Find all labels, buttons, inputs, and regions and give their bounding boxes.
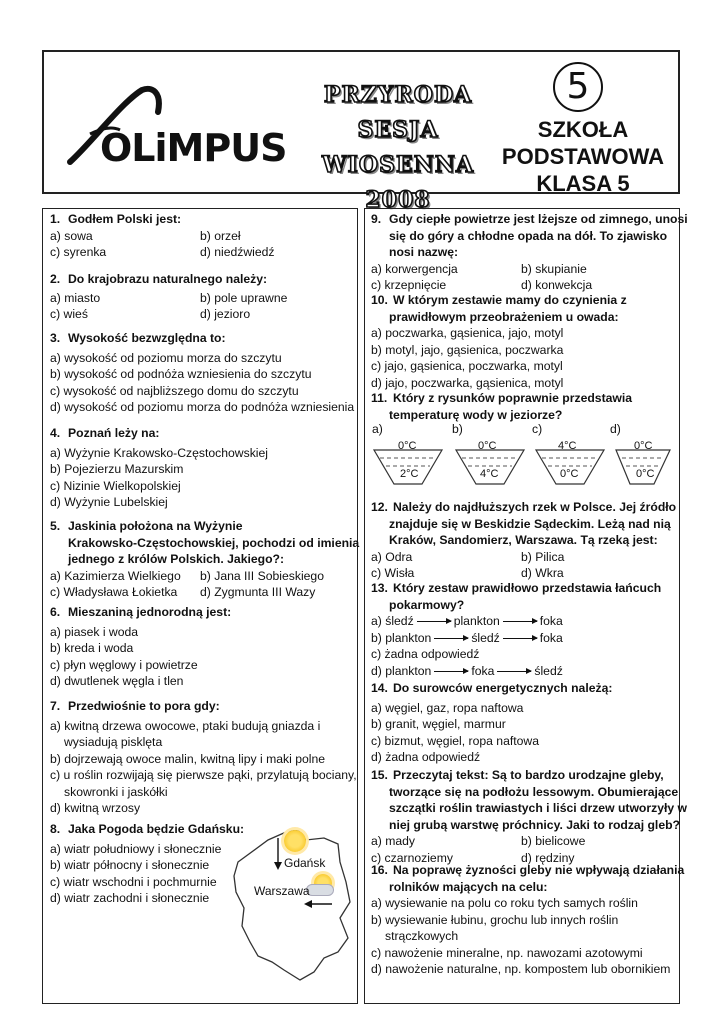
option-b[interactable]: b) orzeł [200,228,241,243]
question-text: się do góry a chłodne opada na dół. To zjawisko [389,228,668,243]
option-d[interactable]: d) Wyżynie Lubelskiej [50,495,168,509]
option-c[interactable]: c) Władysława Łokietka [50,585,178,599]
question-text: Jaka Pogoda będzie Gdańsku: [68,822,245,836]
option-b[interactable]: b) Pilica [521,549,565,564]
option-d[interactable]: d) kwitną wrzosy [50,801,141,815]
chain-item: b) plankton [371,630,432,645]
temp-top-b: 0°C [478,440,497,452]
city-gdansk: Gdańsk [284,856,326,870]
option-b[interactable]: b) motyl, jajo, gąsienica, poczwarka [371,342,564,357]
q-number: 12. [371,500,388,514]
option-a[interactable]: a) mady [371,834,416,848]
question-text: temperaturę wody w jeziorze? [389,407,563,422]
option-a[interactable]: a) Kazimierza Wielkiego [50,568,181,583]
q-number: 1. [50,212,61,226]
question-text: Do surowców energetycznych należą: [393,681,613,695]
question-text: Który z rysunków poprawnie przedstawia [393,391,633,405]
q-number: 6. [50,605,61,619]
question-text: znajduje się w Beskidzie Sądeckim. Leżą nad nią [389,516,671,531]
question-15 [371,767,687,866]
question-9 [371,211,688,294]
option-d[interactable]: d) wysokość od poziomu morza do podnóża wzniesienia [50,400,355,414]
option-a[interactable]: a) miasto [50,290,101,305]
temp-bottom-b: 4°C [480,468,499,480]
option-b[interactable]: b) Jana III Sobieskiego [200,568,324,583]
q-number: 8. [50,822,61,836]
diagram-label-d[interactable]: d) [610,422,621,436]
option-d[interactable]: d) jajo, poczwarka, gąsienica, motyl [371,375,564,390]
option-d[interactable]: d) konwekcja [521,278,593,292]
option-c[interactable]: c) bizmut, węgiel, ropa naftowa [371,733,539,748]
option-b[interactable]: b) wysokość od podnóża wzniesienia do szczytu [50,367,312,381]
question-text: szczątki roślin trawiastych i liści drzew utworzyły w [389,801,688,815]
question-text: Na poprawę żyzności gleby nie wpływają działania [393,863,685,877]
question-text: pokarmowy? [389,597,465,612]
option-a[interactable]: a) wysokość od poziomu morza do szczytu [50,350,282,365]
option-c[interactable]: c) wieś [50,307,88,321]
question-text: Do krajobrazu naturalnego należy: [68,272,268,286]
q-number: 14. [371,681,388,695]
question-text: Jaskinia położona na Wyżynie [68,519,243,533]
city-warszawa: Warszawa [254,884,310,898]
option-a[interactable]: a) wysiewanie na polu co roku tych samych roślin [371,896,638,910]
temp-bottom-c: 0°C [560,468,579,480]
option-a[interactable]: a) Odra [371,549,413,564]
option-b-continued: strączkowych [385,929,459,943]
option-c[interactable]: c) wysokość od najbliższego domu do szczytu [50,383,299,398]
lake-bowls-icon [372,422,672,496]
temp-bottom-a: 2°C [400,468,419,480]
question-13 [371,580,661,679]
chain-item: śledź [534,663,563,678]
question-text: Przedwiośnie to pora gdy: [68,699,220,713]
title-line: PRZYRODA [323,82,473,108]
arrow-right-icon [503,621,537,622]
question-6 [50,604,231,690]
title-line: 2008 [365,187,431,213]
question-text: nosi nazwę: [389,245,459,259]
question-11 [371,390,632,423]
question-text: Który zestaw prawidłowo przedstawia łańcuch [393,581,662,595]
temp-bottom-d: 0°C [636,468,655,480]
q-number: 9. [371,212,382,226]
question-text: Przeczytaj tekst: Są to bardzo urodzajne gleby, [393,768,664,782]
option-c[interactable]: c) wiatr wschodni i pochmurnie [50,874,217,889]
option-d[interactable]: d) niedźwiedź [200,245,275,259]
option-b[interactable]: b) Pojezierzu Mazurskim [50,462,184,476]
option-b[interactable]: b) dojrzewają owoce malin, kwitną lipy i maki polne [50,751,326,766]
question-5 [50,518,359,601]
chain-item: foka [471,663,495,678]
diagram-label-b[interactable]: b) [452,422,463,436]
option-a[interactable]: a) węgiel, gaz, ropa naftowa [371,700,524,715]
question-2 [50,271,350,323]
question-1 [50,211,350,261]
q-number: 3. [50,331,61,345]
option-a[interactable]: a) kwitną drzewa owocowe, ptaki budują gniazda i [50,718,321,733]
option-b[interactable]: b) kreda i woda [50,641,134,655]
option-b[interactable]: b) wysiewanie łubinu, grochu lub innych roślin [371,912,619,927]
question-text: rolników mających na celu: [389,879,548,894]
option-a[interactable]: a) poczwarka, gąsienica, jajo, motyl [371,326,564,340]
poland-weather-map [228,822,356,987]
diagram-label-a[interactable]: a) [372,422,383,436]
school-line: SZKOŁA [537,117,629,142]
logo-text: OLiMPUS [100,126,287,170]
cloud-icon [306,884,334,896]
option-a[interactable]: a) Wyżynie Krakowsko-Częstochowskiej [50,445,268,460]
option-d[interactable]: d) wiatr zachodni i słonecznie [50,891,210,905]
temp-top-a: 0°C [398,440,417,452]
school-line: PODSTAWOWA [501,144,665,169]
q-number: 10. [371,293,388,307]
q-number: 16. [371,863,388,877]
chain-item: foka [539,630,563,645]
question-text: niej grubą warstwę próchnicy. Jaki to rodzaj gleb? [389,817,680,832]
option-d[interactable]: d) jezioro [200,307,251,321]
header-box [42,50,680,213]
question-text: Poznań leży na: [68,426,160,440]
option-d[interactable]: d) nawożenie naturalne, np. kompostem lub obornikiem [371,962,671,976]
option-b[interactable]: b) wiatr północny i słonecznie [50,858,210,872]
option-b[interactable]: b) skupianie [521,261,587,276]
option-a[interactable]: a) piasek i woda [50,624,139,639]
question-text: Wysokość bezwzględna to: [68,331,226,345]
option-d[interactable] [371,663,661,680]
title-line: SESJA WIOSENNA [321,117,475,178]
chain-item: plankton [453,614,500,628]
option-b[interactable] [371,630,661,647]
question-text: Godłem Polski jest: [68,212,182,226]
q-number: 2. [50,272,61,286]
option-d[interactable]: d) żadna odpowiedź [371,750,481,764]
olimpus-logo [62,82,287,172]
question-10 [371,292,627,391]
q-number: 11. [371,391,388,405]
option-d[interactable]: d) dwutlenek węgla i tlen [50,674,184,688]
arrow-right-icon [503,638,537,639]
question-text: Gdy ciepłe powietrze jest lżejsze od zimnego, unosi [389,212,688,226]
question-16 [371,862,684,978]
school-level [490,116,676,197]
question-8 [50,821,244,907]
question-14 [371,680,612,766]
option-d[interactable]: d) Wkra [521,566,564,580]
option-a-continued: wysiadują pisklęta [64,735,163,749]
option-c[interactable]: c) płyn węglowy i powietrze [50,657,198,672]
sun-icon [284,830,306,852]
option-c[interactable]: c) jajo, gąsienica, poczwarka, motyl [371,359,563,373]
arrow-right-icon [417,621,451,622]
question-text: Krakowsko-Częstochowskiej, pochodzi od imienia [68,535,360,550]
option-a[interactable]: a) wiatr południowy i słonecznie [50,841,222,856]
option-d[interactable]: d) Zygmunta III Wazy [200,585,316,599]
option-c[interactable]: c) u roślin rozwijają się pierwsze pąki, przylatują bociany, [50,768,357,782]
chain-item: a) śledź [371,614,414,628]
question-text: W którym zestawie mamy do czynienia z [393,293,627,307]
chain-item: foka [539,614,563,628]
option-c[interactable]: c) nawożenie mineralne, np. nawozami azotowymi [371,945,643,960]
question-7 [50,698,357,817]
question-12 [371,499,676,582]
option-c[interactable]: c) Nizinie Wielkopolskiej [50,478,181,493]
question-text: tworzące się na podłożu lessowym. Obumierające [389,784,679,799]
school-line: KLASA 5 [536,171,630,196]
question-text: Mieszaniną jednorodną jest: [68,605,232,619]
option-c[interactable]: c) syrenka [50,245,107,259]
arrow-right-icon [497,671,531,672]
option-c[interactable]: c) Wisła [371,566,415,580]
option-c[interactable]: c) żadna odpowiedź [371,647,480,661]
question-text: Kraków, Sandomierz, Warszawa. Tą rzeką jest: [389,533,658,547]
lake-temperature-diagrams [372,422,672,496]
diagram-label-c[interactable]: c) [532,422,543,436]
option-a[interactable] [371,613,661,630]
temp-top-c: 4°C [558,440,577,452]
q-number: 15. [371,768,388,782]
arrow-right-icon [434,671,468,672]
chain-item: d) plankton [371,663,432,678]
q-number: 5. [50,519,61,533]
page-title [278,78,518,218]
q-number: 7. [50,699,61,713]
q-number: 13. [371,581,388,595]
question-text: prawidłowym przeobrażeniem u owada: [389,309,619,324]
option-d[interactable]: d) rędziny [521,850,575,865]
option-b[interactable]: b) pole uprawne [200,290,288,305]
option-c-continued: skowronki i jaskółki [64,784,168,799]
arrow-right-icon [434,638,468,639]
question-text: Należy do najdłuższych rzek w Polsce. Jej źródło [393,500,677,514]
option-a[interactable]: a) korwergencja [371,261,458,276]
grade-number-badge: 5 [553,62,603,112]
question-3 [50,330,354,416]
option-b[interactable]: b) bielicowe [521,834,586,848]
question-4 [50,425,268,511]
option-a[interactable]: a) sowa [50,228,93,243]
question-text: jednego z królów Polskich. Jakiego?: [68,552,285,566]
q-number: 4. [50,426,61,440]
option-c[interactable]: c) krzepnięcie [371,278,447,292]
temp-top-d: 0°C [634,440,653,452]
chain-item: śledź [471,630,500,645]
option-b[interactable]: b) granit, węgiel, marmur [371,717,506,731]
option-c[interactable]: c) czarnoziemy [371,850,453,865]
